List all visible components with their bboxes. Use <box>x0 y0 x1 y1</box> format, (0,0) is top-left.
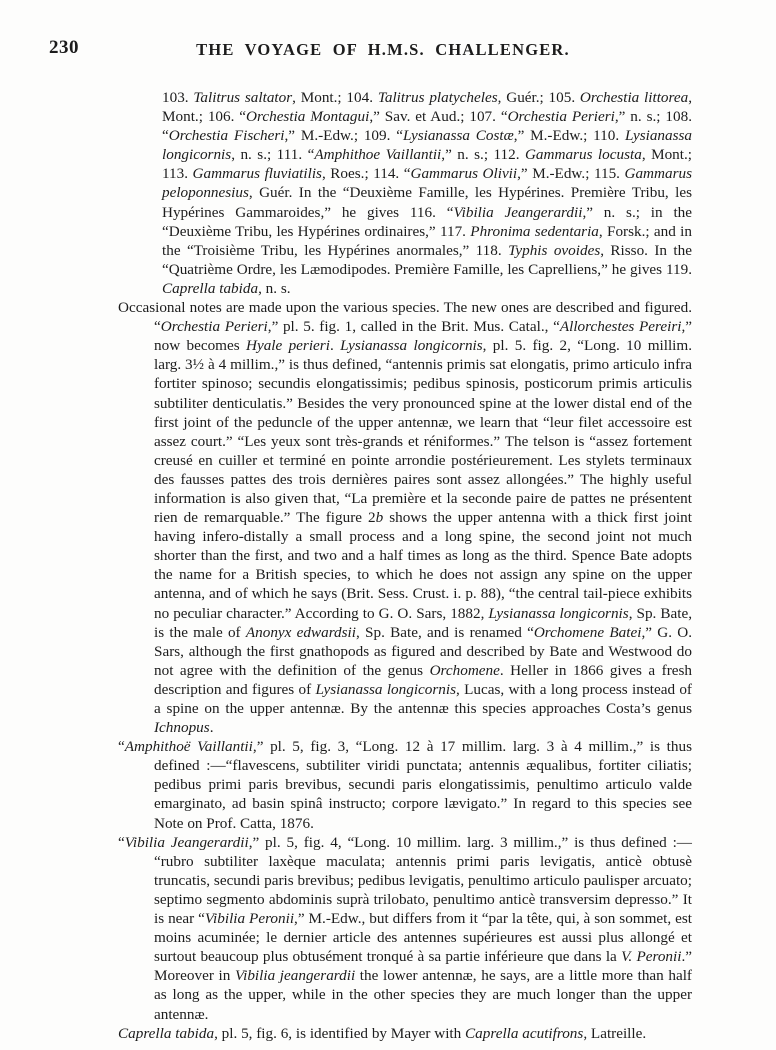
species-name: Hyale perieri <box>245 337 330 355</box>
text-run: , Sp. Bate, and is renamed “ <box>356 623 534 641</box>
text-run: . <box>329 337 341 355</box>
text-run: , pl. 5, fig. 6, is identified by Mayer with <box>214 1024 466 1042</box>
species-name: Lysianassa longicornis <box>488 604 629 622</box>
paragraph-occasional-notes <box>118 298 692 737</box>
species-name: Lysianassa Costæ <box>402 127 514 145</box>
species-name: Anonyx edwardsii <box>245 623 356 641</box>
species-name: Gammarus Olivii <box>410 165 518 183</box>
text-run: ,” n. s.; 112. <box>441 146 525 164</box>
text-run: . <box>209 719 214 737</box>
paragraph-species-list <box>162 88 692 298</box>
species-name: Amphithoë Vaillantii <box>124 738 253 756</box>
species-name: Orchestia Montagui <box>246 108 370 126</box>
text-run: ,” Sav. et Aud.; 107. “ <box>369 108 508 126</box>
running-header-title: THE VOYAGE OF H.M.S. CHALLENGER. <box>196 40 570 59</box>
text-run: ,” pl. 5. fig. 1, called in the Brit. Mus. Catal., “ <box>267 318 560 336</box>
species-name: Ichnopus <box>154 719 210 737</box>
species-name: Orchestia littorea <box>579 89 689 106</box>
text-run: “ <box>118 738 125 756</box>
text-run: ,” M.-Edw.; 115. <box>517 165 625 183</box>
text-run: the lower antennæ, he says, are a little more than half as long as the upper, while in the other species they are much longer than the upper antennæ. <box>154 967 692 1023</box>
text-block <box>118 88 692 1043</box>
species-name: Lysianassa longicornis <box>340 337 483 355</box>
text-run: ,” n. s.; 108. “ <box>162 108 692 145</box>
species-name: Amphithoe Vaillantii <box>314 146 442 164</box>
species-name: b <box>375 509 384 527</box>
text-run: , n. s.; 111. “ <box>231 146 315 164</box>
text-run: , Guér.; 105. <box>497 89 580 106</box>
species-name: Lysianassa longicornis <box>315 680 457 698</box>
text-run: , Roes.; 114. “ <box>321 165 411 183</box>
species-name: Gammarus fluviatilis <box>192 165 322 183</box>
species-name: Orchestia Perieri <box>507 108 615 126</box>
text-run: ,” n. s.; in the “Deuxième Tribu, les Hypérines ordinaires,” 117. <box>162 203 693 240</box>
text-run: , Forsk.; and in the “Troisième Tribu, les Hypérines anormales,” 118. <box>162 222 692 259</box>
species-name: Talitrus saltator <box>193 89 293 106</box>
text-run: , Mont.; 104. <box>292 89 378 106</box>
text-run: , Latreille. <box>583 1024 647 1042</box>
species-name: Gammarus locusta <box>524 146 642 164</box>
text-run: ,” M.-Edw.; 110. <box>513 127 625 145</box>
species-name: Orchestia Perieri <box>160 318 268 336</box>
text-run: , Guér. In the “Deuxième Famille, les Hypérines. Première Tribu, les Hypérines Gammaroides,” he gives 116. “ <box>162 184 692 221</box>
text-run: , Mont.; 106. “ <box>162 89 692 126</box>
text-run: shows the upper antenna with a thick first joint having infero-distally a small process and a long spine, the second joint not much shorter than the first, and two and a half times as long as the third. Spence Bate adopts the name for a British species, to which he does not assign any spine on the upper antenna, and of which he says (Brit. Sess. Crust. i. p. 88), “the central tail-piece exhibits no peculiar character.” According to G. O. Sars, 1882, <box>154 509 692 622</box>
text-run: , n. s. <box>258 279 291 297</box>
species-name: Caprella tabida <box>162 279 259 297</box>
text-run: , Risso. In the “Quatrième Ordre, les Læmodipodes. Première Famille, les Caprelliens,” he gives 119. <box>162 241 692 278</box>
species-name: Allorchestes Pereiri <box>559 318 682 336</box>
species-name: V. Peronii <box>621 948 682 966</box>
page-number: 230 <box>49 37 79 58</box>
species-name: Vibilia Jeangerardii <box>453 203 583 221</box>
species-name: Gammarus peloponnesius <box>162 165 693 202</box>
species-name: Vibilia Jeangerardii <box>124 833 249 851</box>
text-run: ,” pl. 5, fig. 4, “Long. 10 millim. larg. 3 millim.,” is thus defined :— “rubro subtiliter laxèque maculata; antennis primi paris levigatis, anticè obtusè truncatis, secundi paris brevibus; pedibus levigatis, penultimo articulo paulisper arcuato; septimo segmento abdominis suprà trilobato, penultimo anticè transversim depresso.” It is near “ <box>154 833 692 928</box>
species-name: Orchomene <box>429 661 500 679</box>
text-run: ,” G. O. Sars, although the first gnathopods as figured and described by Bate and Westwood do not agree with the definition of the genus <box>154 623 693 679</box>
text-run: , Mont.; 113. <box>162 146 692 183</box>
paragraph-caprella-tabida-note <box>118 1024 692 1043</box>
text-run: 103. <box>162 89 194 106</box>
text-run: Occasional notes are made upon the various species. The new ones are described and figured. “ <box>118 299 692 336</box>
paragraph-vibilia-jeangerardii-note <box>118 833 692 1024</box>
text-run: , Sp. Bate, is the male of <box>154 604 693 641</box>
species-name: Orchestia Fischeri <box>168 127 285 145</box>
text-run: , Lucas, with a long process instead of a spine on the upper antennæ. By the antennæ this species approaches Costa’s genus <box>154 680 692 717</box>
paragraph-amphithoe-vaillantii-note <box>118 737 692 832</box>
text-run: . Heller in 1866 gives a fresh description and figures of <box>154 661 692 698</box>
text-run: ,” pl. 5, fig. 3, “Long. 12 à 17 millim. larg. 3 à 4 millim.,” is thus defined :—“flavescens, subtiliter viridi punctata; antennis æqualibus, fortiter ciliatis; pedibus primi paris brevibus, secundi paris elongatissimis, penultimo articulo valde emarginato, ad basin spinâ instructo; corpore lævigato.” In regard to this species see Note on Prof. Catta, 1876. <box>154 738 692 832</box>
text-run: ,” M.-Edw., but differs from it “par la tête, qui, à son sommet, est moins acuminée; le dernier article des antennes supérieures est aussi plus allongé et surtout beaucoup plus obtusément tronqué à sa partie inférieure que dans la <box>154 910 692 966</box>
text-run: “ <box>118 833 125 851</box>
text-run: ,” now becomes <box>154 318 692 355</box>
species-name: Lysianassa longicornis <box>162 127 693 164</box>
text-run: .” Moreover in <box>154 948 693 985</box>
species-name: Phronima sedentaria <box>470 222 599 240</box>
species-name: Talitrus platycheles <box>377 89 498 106</box>
species-name: Caprella acutifrons <box>465 1024 584 1042</box>
text-run: ,” M.-Edw.; 109. “ <box>284 127 403 145</box>
species-name: Typhis ovoides <box>508 241 601 259</box>
species-name: Vibilia Peronii <box>204 910 295 928</box>
species-name: Orchomene Batei <box>533 623 642 641</box>
text-run: , pl. 5. fig. 2, “Long. 10 millim. larg. 3½ à 4 millim.,” is thus defined, “antennis primis sat elongatis, primo articulo infra fortiter spinoso; secundis elongatissimis; pedibus spinosis, posticorum primis articulis subtiliter denticulatis.” Besides the very pronounced spine at the lower distal end of the first joint of the peduncle of the upper antennæ, we learn that “leur filet accessoire est assez court.” “Les yeux sont très-grands et réniformes.” The telson is “assez fortement creusé en cuiller et terminé en pointe arrondie postérieurement. Les stylets terminaux des fausses pattes des trois dernières paires sont assez allongées.” The highly useful information is also given that, “La première et la seconde paire de pattes ne présentent rien de remarquable.” The figure 2 <box>154 337 693 527</box>
species-name: Caprella tabida <box>118 1024 215 1042</box>
species-name: Vibilia jeangerardii <box>234 967 356 985</box>
